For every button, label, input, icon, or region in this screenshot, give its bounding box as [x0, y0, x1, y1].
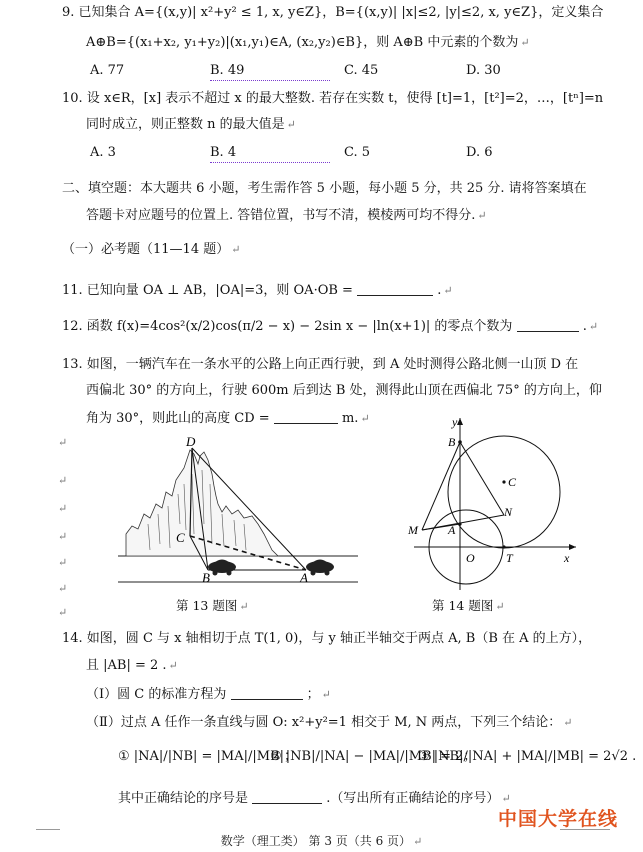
circle-c [448, 436, 560, 548]
return-mark: ↵ [58, 556, 68, 569]
q12-answer-blank[interactable] [517, 318, 579, 332]
q11-end: . [437, 283, 442, 298]
page-footer-text: 数学（理工类） 第 3 页（共 6 页） [220, 834, 412, 848]
car-icon-a [306, 560, 334, 576]
q9-option-b: B. 49 [210, 62, 330, 81]
figure-14-caption-text: 第 14 题图 [432, 598, 494, 613]
q14-line2: 且 |AB| = 2 . ↵ [86, 658, 178, 673]
q13-unit: m. [341, 411, 359, 426]
section2-line2-text: 答题卡对应题号的位置上. 答错位置，书写不清，模棱两可均不得分. [86, 208, 476, 223]
label-m: M [408, 523, 418, 537]
label-a: A [300, 570, 308, 585]
q9-stem-text1: 9. 已知集合 A={(x,y)| x²+y² ≤ 1, x, y∈Z}，B={(x,y)| |x|≤2, |y|≤2, x, y∈Z}，定义集合 [62, 5, 604, 20]
label-x: x [564, 551, 570, 565]
figure-14-caption: 第 14 题图 ↵ [432, 598, 505, 613]
q12-end: . [582, 319, 587, 334]
q10-option-d: D. 6 [466, 145, 493, 160]
figure-13-caption-text: 第 13 题图 [176, 598, 238, 613]
point-a [458, 522, 461, 525]
label-c: C [176, 530, 185, 545]
return-mark: ↵ [58, 582, 68, 595]
q9-stem-text2: A⊕B={(x₁+x₂, y₁+y₂)|(x₁,y₁)∈A, (x₂,y₂)∈B}，则 A⊕B 中元素的个数为 [86, 35, 519, 50]
q14-part2: （Ⅱ）过点 A 任作一条直线与圆 O: x²+y²=1 相交于 M, N 两点，下列三个结论： ↵ [86, 715, 573, 730]
q10-stem-text2: 同时成立，则正整数 n 的最大值是 [86, 117, 285, 132]
q14-answer-line: 其中正确结论的序号是 .（写出所有正确结论的序号） ↵ [118, 791, 511, 806]
label-d: D [186, 434, 196, 449]
q10-stem-line1 [62, 90, 603, 108]
q14-conclusion-3: ③ |NB|/|NA| + |MA|/|MB| = 2√2 . [418, 749, 637, 764]
x-axis-arrow-icon [569, 544, 576, 550]
return-mark: ↵ [58, 530, 68, 543]
q10-option-a: A. 3 [90, 145, 116, 160]
return-mark: ↵ [58, 502, 68, 515]
section2-subheading-text: （一）必考题（11—14 题） [62, 242, 230, 257]
figure-13-mountain [118, 434, 358, 594]
point-b [458, 440, 462, 444]
q9-stem-line1 [62, 4, 603, 22]
point-c [502, 480, 505, 483]
q13-line3-text: 角为 30°，则此山的高度 CD = [86, 411, 270, 426]
q14-line2-text: 且 |AB| = 2 . [86, 658, 167, 673]
q13-line1: 13. 如图，一辆汽车在一条水平的公路上向正西行驶，到 A 处时测得公路北侧一山顶 D 在 [62, 357, 579, 372]
section2-line1: 二、填空题：本大题共 6 小题，考生需作答 5 小题，每小题 5 分，共 25 分. 请将答案填在 [62, 181, 587, 196]
site-logo: 中国大学在线 [498, 808, 619, 830]
q10-stem-line2: 同时成立，则正整数 n 的最大值是 ↵ [86, 117, 296, 132]
q11-answer-blank[interactable] [357, 282, 433, 296]
q14-answer-blank[interactable] [252, 790, 322, 804]
q9-option-c: C. 45 [344, 63, 379, 78]
q14-conclusion-1: ① |NA|/|NB| = |MA|/|MB|； [118, 749, 297, 764]
q11-line: 11. 已知向量 OA ⊥ AB，|OA|=3，则 OA·OB = . ↵ [62, 283, 453, 298]
q11-stem: 11. 已知向量 OA ⊥ AB，|OA|=3，则 OA·OB = [62, 283, 353, 298]
q10-stem-text1: 10. 设 x∈R，[x] 表示不超过 x 的最大整数. 若存在实数 t，使得 [t]=1，[t²]=2，…，[tⁿ]=n [62, 91, 604, 106]
label-b: B [448, 435, 456, 449]
line-b-n [460, 442, 504, 515]
q14-part1: （Ⅰ）圆 C 的标准方程为 ； ↵ [86, 687, 331, 702]
label-a: A [448, 523, 456, 537]
q14-answer-note: .（写出所有正确结论的序号） [326, 791, 500, 806]
label-y: y [452, 415, 458, 429]
figure-14-circles [404, 412, 584, 592]
y-axis-arrow-icon [457, 418, 463, 425]
label-n: N [504, 505, 513, 519]
q10-option-c: C. 5 [344, 145, 371, 160]
q14-part1-end: ； [306, 687, 320, 702]
return-mark: ↵ [58, 436, 68, 449]
car-icon-b [208, 560, 236, 576]
section2-subheading: （一）必考题（11—14 题） ↵ [62, 242, 241, 257]
point-t [502, 545, 505, 548]
footer-rule-left [36, 829, 60, 830]
q14-conclusion-2: ② |NB|/|NA| − |MA|/|MB| = 2； [270, 749, 477, 764]
q13-line3: 角为 30°，则此山的高度 CD = m. ↵ [86, 411, 370, 426]
q13-answer-blank[interactable] [274, 410, 338, 424]
return-mark: ↵ [58, 606, 68, 619]
q12-stem: 12. 函数 f(x)=4cos²(x/2)cos(π/2 − x) − 2sin x − |ln(x+1)| 的零点个数为 [62, 319, 513, 334]
q10-option-b: B. 4 [210, 144, 330, 163]
label-t: T [506, 551, 513, 565]
figure-13-caption: 第 13 题图 ↵ [176, 598, 249, 613]
q13-line2: 西偏北 30° 的方向上，行驶 600m 后到达 B 处，测得此山顶在西偏北 75° 的方向上，仰 [86, 383, 602, 398]
page-footer: 数学（理工类） 第 3 页（共 6 页） ↵ [220, 834, 423, 848]
label-b: B [202, 570, 210, 585]
q14-line1: 14. 如图，圆 C 与 x 轴相切于点 T(1, 0)，与 y 轴正半轴交于两点 A, B（B 在 A 的上方）， [62, 631, 592, 646]
q14-part2-text: （Ⅱ）过点 A 任作一条直线与圆 O: x²+y²=1 相交于 M, N 两点，下列三个结论： [86, 715, 562, 730]
q14-part1-answer-blank[interactable] [231, 686, 303, 700]
q14-part1-text: （Ⅰ）圆 C 的标准方程为 [86, 687, 227, 702]
q12-line: 12. 函数 f(x)=4cos²(x/2)cos(π/2 − x) − 2sin x − |ln(x+1)| 的零点个数为 . ↵ [62, 319, 599, 334]
q14-answer-prompt: 其中正确结论的序号是 [118, 791, 249, 806]
q9-option-d: D. 30 [466, 63, 501, 78]
q9-option-a: A. 77 [90, 63, 125, 78]
section2-line2: 答题卡对应题号的位置上. 答错位置，书写不清，模棱两可均不得分. ↵ [86, 208, 487, 223]
label-o: O [466, 551, 475, 565]
q9-stem-line2: A⊕B={(x₁+x₂, y₁+y₂)|(x₁,y₁)∈A, (x₂,y₂)∈B}，则 A⊕B 中元素的个数为 ↵ [86, 35, 530, 50]
return-mark: ↵ [58, 474, 68, 487]
label-c: C [508, 475, 517, 489]
